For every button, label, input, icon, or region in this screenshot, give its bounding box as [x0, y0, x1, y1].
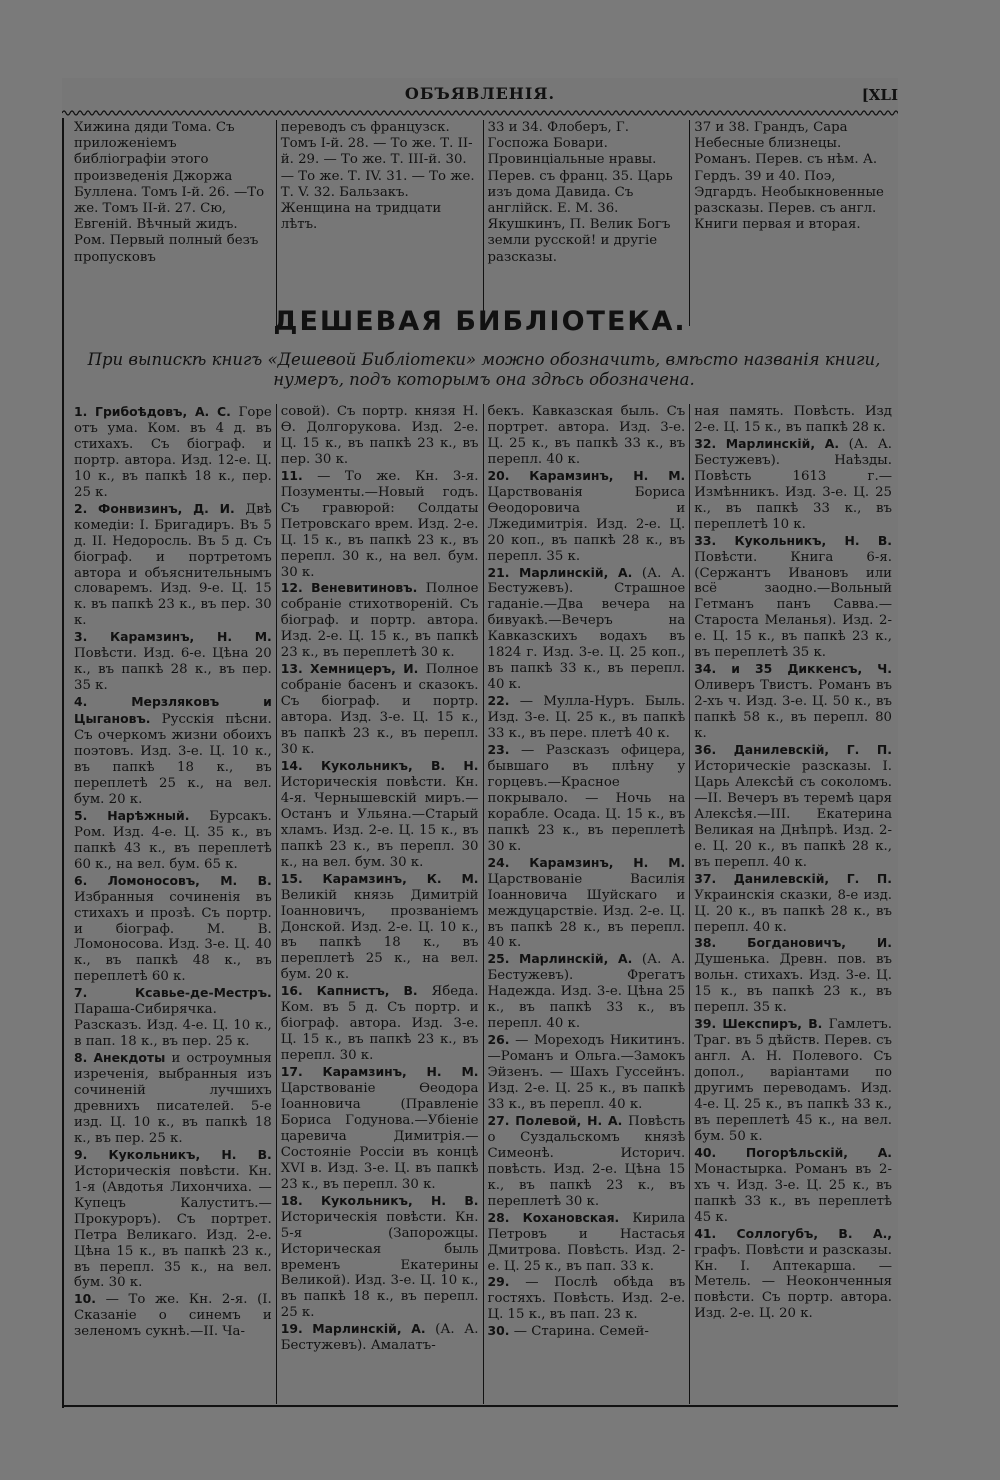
catalog-entry	[74, 873, 272, 986]
catalog-entry	[74, 629, 272, 694]
catalog-entry	[488, 1113, 686, 1210]
catalog-entry	[281, 1193, 479, 1322]
entry-number: 8.	[74, 1050, 88, 1066]
entry-author: Карамзинъ, Н. М.	[529, 854, 686, 870]
catalog-entry	[694, 742, 892, 871]
catalog-column	[690, 404, 896, 1404]
entry-number: 22.	[487, 693, 510, 709]
catalog-entry	[694, 1016, 892, 1145]
entry-number: 24.	[487, 854, 510, 870]
entry-author: Марлинскій, А.	[312, 1321, 426, 1337]
entry-number: 18.	[280, 1192, 303, 1208]
entry-author: Погорѣльскій, А.	[745, 1144, 892, 1160]
catalog-entry	[74, 501, 272, 630]
entry-text: Душенька. Древн. пов. въ вольн. стихахъ. Изд. 3-е. Ц. 15 к., въ папкѣ 23 к., въ перепл. 35 к.	[694, 952, 892, 1016]
catalog-entry	[488, 404, 686, 468]
ordering-note: При выпискѣ книгъ «Дешевой Библіотеки» можно обозначить, вмѣсто названія книги, нумеръ, подъ которымъ она здѣсь обозначена.	[87, 350, 881, 389]
entry-author: Нарѣжный.	[107, 807, 190, 823]
page-header	[62, 78, 898, 108]
entry-text: Великій князь Димитрій Іоанновичъ, прозваніемъ Донской. Изд. 2-е. Ц. 10 к., въ папкѣ 18 к., въ переплетѣ 25 к., на вел. бум. 20 к.	[280, 887, 479, 983]
entry-text: Кирила Петровъ и Настасья Дмитрова. Повѣсть. Изд. 2-е. Ц. 25 к., въ пап. 33 к.	[487, 1210, 686, 1274]
entry-text: Монастырка. Романъ въ 2-хъ ч. Изд. 3-е. Ц. 25 к., въ папкѣ 33 к., въ переплетѣ 45 к.	[694, 1161, 892, 1225]
catalog-entry	[488, 742, 686, 855]
catalog-entry	[281, 404, 479, 468]
catalog-entry	[74, 694, 272, 808]
entry-number: 2.	[74, 500, 88, 516]
entry-text: Историческіе разсказы. I. Царь Алексѣй съ соколомъ.—II. Вечеръ въ теремѣ царя Алексѣя.—III. Екатерина Великая на Днѣпрѣ. Изд. 2-е. Ц. 20 к., въ папкѣ 28 к., въ перепл. 40 к.	[694, 758, 892, 870]
entry-text: Горе отъ ума. Ком. въ 4 д. въ стихахъ. Съ біограф. и портр. автора. Изд. 12-е. Ц. 10 к., въ папкѣ 18 к., пер. 25 к.	[74, 405, 272, 500]
entry-author: Данилевскій, Г. П.	[733, 742, 892, 758]
entry-number: 11.	[280, 467, 303, 483]
top-ad-column: 33 и 34. Флоберъ, Г. Госпожа Бовари. Провинціальные нравы. Перев. съ франц. 35. Царь изъ дома Давида. Съ англійск. Е. М. 36. Якушкинъ, П. Велик Богъ земли русской! и другіе разсказы.	[484, 120, 691, 326]
entry-author: Марлинскій, А.	[519, 564, 633, 580]
entry-text: (А. А. Бестужевъ). Фрегатъ Надежда. Изд. 3-е. Цѣна 25 к., въ папкѣ 33 к., въ перепл. 40 к.	[487, 952, 686, 1032]
entry-author: Веневитиновъ.	[311, 580, 418, 596]
entry-number: 3.	[74, 629, 88, 645]
entry-number: 13.	[280, 661, 303, 677]
top-ad-column: Хижина дяди Тома. Съ приложеніемъ библіографіи этого произведенія Джоржа Буллена. Томъ I-й. 26. —То же. Томъ II-й. 27. Сю, Евгеній. Вѣчный жидъ. Ром. Первый полный безъ пропусковъ	[70, 120, 277, 326]
entry-number: 28.	[487, 1209, 510, 1225]
header-title: ОБЪЯВЛЕНІЯ.	[404, 84, 556, 103]
entry-number: 36.	[694, 742, 717, 758]
entry-number: 5.	[74, 807, 88, 823]
catalog-entry	[74, 985, 272, 1050]
entry-text: Русскія пѣсни. Съ очеркомъ жизни обоихъ поэтовъ. Изд. 3-е. Ц. 10 к., въ папкѣ 18 к., въ переплетѣ 25 к., на вел. бум. 20 к.	[74, 712, 272, 807]
entry-author: Ломоносовъ, М. В.	[107, 872, 272, 888]
entry-text: Параша-Сибирячка. Разсказъ. Изд. 4-е. Ц. 10 к., в пап. 18 к., въ пер. 25 к.	[74, 1002, 272, 1050]
top-ad-column: 37 и 38. Грандъ, Сара Небесные близнецы. Романъ. Перев. съ нѣм. А. Гердъ. 39 и 40. Поэ, Эдгардъ. Необыкновенные разсказы. Перев. съ англ. Книги первая и вторая.	[694, 120, 884, 233]
entry-text: бекъ. Кавказская быль. Съ портрет. автора. Изд. 3-е. Ц. 25 к., въ папкѣ 33 к., въ перепл. 40 к.	[487, 404, 686, 467]
entry-text: и остроумныя изреченія, выбранныя изъ сочиненій лучшихъ древнихъ писателей. 5-е изд. Ц. 10 к., въ папкѣ 18 к., въ пер. 25 к.	[74, 1051, 272, 1146]
catalog-entry	[488, 693, 686, 742]
entry-author: Мерзляковъ и Цыгановъ.	[74, 694, 272, 727]
entry-author: Марлинскій, А.	[725, 435, 840, 451]
catalog-entry	[74, 808, 272, 873]
catalog-entry	[694, 871, 892, 936]
page-number: [XLI	[861, 86, 898, 104]
entry-text: Бурсакъ. Ром. Изд. 4-е. Ц. 35 к., въ папкѣ 43 к., въ переплетѣ 60 к., на вел. бум. 65 к.	[74, 808, 272, 872]
entry-number: 20.	[487, 467, 510, 483]
entry-author: Кохановская.	[522, 1209, 620, 1225]
catalog-entry	[74, 1050, 272, 1147]
entry-author: Грибоѣдовъ, А. С.	[95, 404, 231, 419]
entry-author: Ксавье-де-Местръ.	[134, 985, 272, 1001]
entry-author: Богдановичъ, И.	[747, 935, 892, 951]
catalog-entry	[694, 533, 892, 662]
catalog-entry	[281, 983, 479, 1064]
entry-text: — Мулла-Нуръ. Быль. Изд. 3-е. Ц. 25 к., въ папкѣ 33 к., въ пере. плетѣ 40 к.	[487, 694, 686, 742]
entry-text: Полное собраніе стихотвореній. Съ біограф. и портр. автора. Изд. 2-е. Ц. 15 к., въ папкѣ 23 к., въ переплетѣ 30 к.	[280, 581, 479, 661]
catalog-entry	[281, 1321, 479, 1354]
entry-author: Шекспиръ, В.	[722, 1016, 823, 1032]
entry-text: Историческія повѣсти. Кн. 5-я (Запорожцы. Историческая быль временъ Екатерины Великой). Изд. 3-е. Ц. 10 к., въ папкѣ 18 к., въ перепл. 25 к.	[280, 1209, 479, 1321]
entry-text: Украинскія сказки, 8-е изд. Ц. 20 к., въ папкѣ 28 к., въ перепл. 40 к.	[694, 887, 892, 935]
catalog-entry	[488, 1210, 686, 1275]
entry-text: Полное собраніе басенъ и сказокъ. Съ біограф. и портр. автора. Изд. 3-е. Ц. 15 к., въ папкѣ 23 к., въ перепл. 30 к.	[280, 662, 479, 758]
catalog-entry	[488, 951, 686, 1032]
entry-author: Полевой, Н. А.	[515, 1112, 623, 1128]
catalog-entry	[694, 404, 892, 436]
entry-text: — Разсказъ офицера, бывшаго въ плѣну у горцевъ.—Красное покрывало. — Ночь на корабле. Осада. Ц. 15 к., въ папкѣ 23 к., въ переплетѣ 30 к.	[487, 743, 686, 854]
entry-text: Историческія повѣсти. Кн. 1-я (Авдотья Лихончиха. — Купецъ Калуститъ.—Прокуроръ). Съ портрет. Петра Великаго. Изд. 2-е. Цѣна 15 к., въ папкѣ 23 к., въ перепл. 35 к., на вел. бум. 30 к.	[74, 1163, 272, 1291]
entry-author: Капнистъ, В.	[316, 983, 418, 999]
entry-number: 26.	[487, 1032, 510, 1048]
entry-author: Данилевскій, Г. П.	[733, 870, 892, 886]
entry-text: графъ. Повѣсти и разсказы. Кн. I. Аптекарша. — Метель. — Неоконченныя повѣсти. Съ портр. автора. Изд. 2-е. Ц. 20 к.	[694, 1242, 892, 1322]
entry-author: Марлинскій, А.	[519, 951, 633, 967]
entry-number: 9.	[74, 1146, 88, 1162]
entry-author: Карамзинъ, К. М.	[322, 870, 479, 886]
entry-author: Диккенсъ, Ч.	[787, 661, 892, 677]
entry-author: Хемницеръ, И.	[310, 661, 419, 677]
catalog-entry	[74, 1147, 272, 1292]
entry-author: Фонвизинъ, Д. И.	[98, 500, 235, 516]
catalog-entry	[488, 468, 686, 565]
catalog-entry	[281, 1064, 479, 1193]
entry-number: 38.	[694, 935, 717, 951]
entry-text: — Старина. Семей-	[513, 1324, 649, 1340]
entry-text: Царствованія Бориса Ѳеодоровича и Лжедимитрія. Изд. 2-е. Ц. 20 коп., въ папкѣ 28 к., въ перепл. 35 к.	[487, 484, 686, 564]
catalog-entry	[694, 1145, 892, 1226]
entry-text: Оливеръ Твистъ. Романъ въ 2-хъ ч. Изд. 3-е. Ц. 50 к., въ папкѣ 58 к., въ перепл. 80 к.	[694, 678, 892, 742]
entry-text: — То же. Кн. 3-я. Позументы.—Новый годъ. Съ гравюрой: Солдаты Петровскаго врем. Изд. 2-е. Ц. 15 к., въ папкѣ 23 к., въ перепл. 30 к., на вел. бум. 30 к.	[280, 468, 479, 580]
catalog-entry	[74, 1291, 272, 1340]
entry-author: Кукольникъ, Н. В.	[108, 1146, 272, 1162]
entry-author: Карамзинъ, Н. М.	[529, 467, 686, 483]
entry-number: 34. и 35	[694, 661, 773, 677]
catalog-columns	[70, 404, 896, 1404]
entry-author: Карамзинъ, Н. М.	[109, 629, 272, 645]
entry-number: 4.	[74, 694, 88, 710]
entry-text: совой). Съ портр. князя Н. Ѳ. Долгорукова. Изд. 2-е. Ц. 15 к., въ папкѣ 23 к., въ пер. 30 к.	[280, 404, 479, 467]
section-title: ДЕШЕВАЯ БИБЛІОТЕКА.	[273, 306, 687, 337]
catalog-column	[70, 404, 277, 1404]
entry-number: 32.	[694, 435, 717, 451]
entry-text: Повѣсти. Изд. 6-е. Цѣна 20 к., въ папкѣ 28 к., въ пер. 35 к.	[74, 646, 272, 694]
catalog-column	[484, 404, 691, 1404]
entry-text: — Послѣ обѣда въ гостяхъ. Повѣсть. Изд. 2-е. Ц. 15 к., въ пап. 23 к.	[487, 1275, 686, 1323]
entry-text: — Мореходъ Никитинъ.—Романъ и Ольга.—Замокъ Эйзенъ. — Шахъ Гуссейнъ. Изд. 2-е. Ц. 25 к., въ папкѣ 33 к., въ перепл. 40 к.	[487, 1033, 686, 1112]
entry-number: 33.	[694, 532, 717, 548]
entry-number: 1.	[74, 404, 88, 419]
entry-author: Анекдоты	[93, 1050, 166, 1066]
entry-author: Кукольникъ, В. Н.	[320, 757, 479, 773]
entry-text: (А. А. Бестужевъ). Наѣзды. Повѣсть 1613 г.—Измѣнникъ. Изд. 3-е. Ц. 25 к., въ папкѣ 33 к., въ переплетѣ 10 к.	[694, 436, 893, 532]
entry-author: Карамзинъ, Н. М.	[322, 1064, 479, 1080]
entry-number: 6.	[74, 872, 88, 888]
entry-text: Историческія повѣсти. Кн. 4-я. Чернышевскій миръ.—Останъ и Ульяна.—Старый хламъ. Изд. 2-е. Ц. 15 к., въ папкѣ 23 к., въ перепл. 30 к., на вел. бум. 30 к.	[280, 774, 479, 870]
catalog-entry	[488, 1323, 686, 1340]
entry-number: 25.	[487, 951, 510, 967]
entry-number: 37.	[694, 870, 717, 886]
catalog-entry	[281, 580, 479, 661]
entry-text: Гамлетъ. Траг. въ 5 дѣйств. Перев. съ англ. А. Н. Полевого. Съ допол., варіантами по другимъ переводамъ. Изд. 4-е. Ц. 25 к., въ папкѣ 33 к., въ переплетѣ 45 к., на вел. бум. 50 к.	[694, 1017, 892, 1144]
entry-text: (А. А. Бестужевъ). Страшное гаданіе.—Два вечера на бивуакѣ.—Вечеръ на Кавказскихъ водахъ въ 1824 г. Изд. 3-е. Ц. 25 коп., въ папкѣ 33 к., въ перепл. 40 к.	[487, 565, 686, 693]
entry-author: Соллогубъ, В. А.,	[736, 1225, 892, 1241]
catalog-entry	[488, 1032, 686, 1113]
entry-number: 29.	[487, 1274, 510, 1290]
entry-text: Царствованіе Василія Іоанновича Шуйскаго и междуцарствіе. Изд. 2-е. Ц. въ папкѣ 28 к., въ перепл. 40 к.	[487, 871, 686, 951]
catalog-column	[277, 404, 484, 1404]
catalog-entry	[694, 935, 892, 1016]
entry-number: 21.	[487, 564, 510, 580]
entry-author: Кукольникъ, Н. В.	[734, 532, 892, 548]
entry-number: 10.	[74, 1291, 96, 1307]
entry-text: Ябеда. Ком. въ 5 д. Съ портр. и біограф. автора. Изд. 3-е. Ц. 15 к., въ папкѣ 23 к., въ перепл. 30 к.	[280, 984, 479, 1064]
entry-number: 17.	[280, 1064, 303, 1080]
entry-text: Избранныя сочиненія въ стихахъ и прозѣ. Съ портр. и біограф. М. В. Ломоносова. Изд. 3-е. Ц. 40 к., въ папкѣ 48 к., въ переплетѣ 60 к.	[74, 889, 272, 985]
catalog-entry	[694, 661, 892, 742]
entry-number: 19.	[280, 1321, 303, 1337]
entry-number: 30.	[487, 1323, 510, 1339]
entry-text: Двѣ комедіи: I. Бригадиръ. Въ 5 д. II. Недоросль. Въ 5 д. Съ біограф. и портретомъ автора и объяснительнымъ словаремъ. Изд. 9-е. Ц. 15 к. въ папкѣ 23 к., въ пер. 30 к.	[74, 501, 272, 629]
entry-number: 15.	[280, 870, 303, 886]
entry-number: 27.	[487, 1112, 510, 1128]
entry-text: (А. А. Бестужевъ). Амалатъ-	[280, 1322, 479, 1354]
wavy-rule	[62, 108, 898, 118]
entry-author: Кукольникъ, Н. В.	[320, 1192, 479, 1208]
frame-bottom-rule	[62, 1405, 898, 1407]
entry-number: 41.	[694, 1225, 717, 1241]
top-ads	[70, 120, 896, 326]
catalog-entry	[488, 855, 686, 952]
top-ad-column: переводъ съ французск. Томъ I-й. 28. — То же. Т. II-й. 29. — То же. Т. III-й. 30. — То же. Т. IV. 31. — То же. Т. V. 32. Бальзакъ. Женщина на тридцати лѣтъ.	[277, 120, 484, 326]
entry-text: Царствованіе Ѳеодора Іоанновича (Правленіе Бориса Годунова.—Убіеніе царевича Димитрія.—Состояніе Россіи въ концѣ XVI в. Изд. 3-е. Ц. въ папкѣ 23 к., въ перепл. 30 к.	[280, 1081, 479, 1192]
catalog-entry	[694, 436, 892, 533]
entry-number: 40.	[694, 1144, 717, 1160]
entry-number: 12.	[280, 580, 303, 596]
entry-number: 23.	[487, 742, 510, 758]
catalog-entry	[488, 1274, 686, 1323]
catalog-entry	[488, 565, 686, 694]
catalog-entry	[281, 871, 479, 984]
catalog-entry	[281, 468, 479, 581]
catalog-entry	[281, 661, 479, 758]
entry-text: Повѣсть о Суздальскомъ князѣ Симеонѣ. Историч. повѣсть. Изд. 2-е. Цѣна 15 к., въ папкѣ 23 к., въ переплетѣ 30 к.	[487, 1113, 686, 1209]
entry-number: 16.	[280, 983, 303, 999]
entry-number: 14.	[280, 757, 303, 773]
entry-text: Повѣсти. Книга 6-я. (Сержантъ Ивановъ или всё заодно.—Вольный Гетманъ панъ Савва.—Староста Меланья). Изд. 2-е. Ц. 15 к., въ папкѣ 23 к., въ переплетѣ 35 к.	[694, 549, 892, 661]
entry-text: ная память. Повѣсть. Изд 2-е. Ц. 15 к., въ папкѣ 28 к.	[694, 404, 892, 435]
page	[62, 78, 898, 1408]
entry-number: 7.	[74, 985, 88, 1001]
entry-number: 39.	[694, 1016, 717, 1032]
catalog-entry	[281, 758, 479, 871]
entry-text: — То же. Кн. 2-я. (I. Сказаніе о синемъ и зеленомъ сукнѣ.—II. Ча-	[74, 1292, 272, 1340]
catalog-entry	[694, 1226, 892, 1323]
catalog-entry	[74, 404, 272, 501]
